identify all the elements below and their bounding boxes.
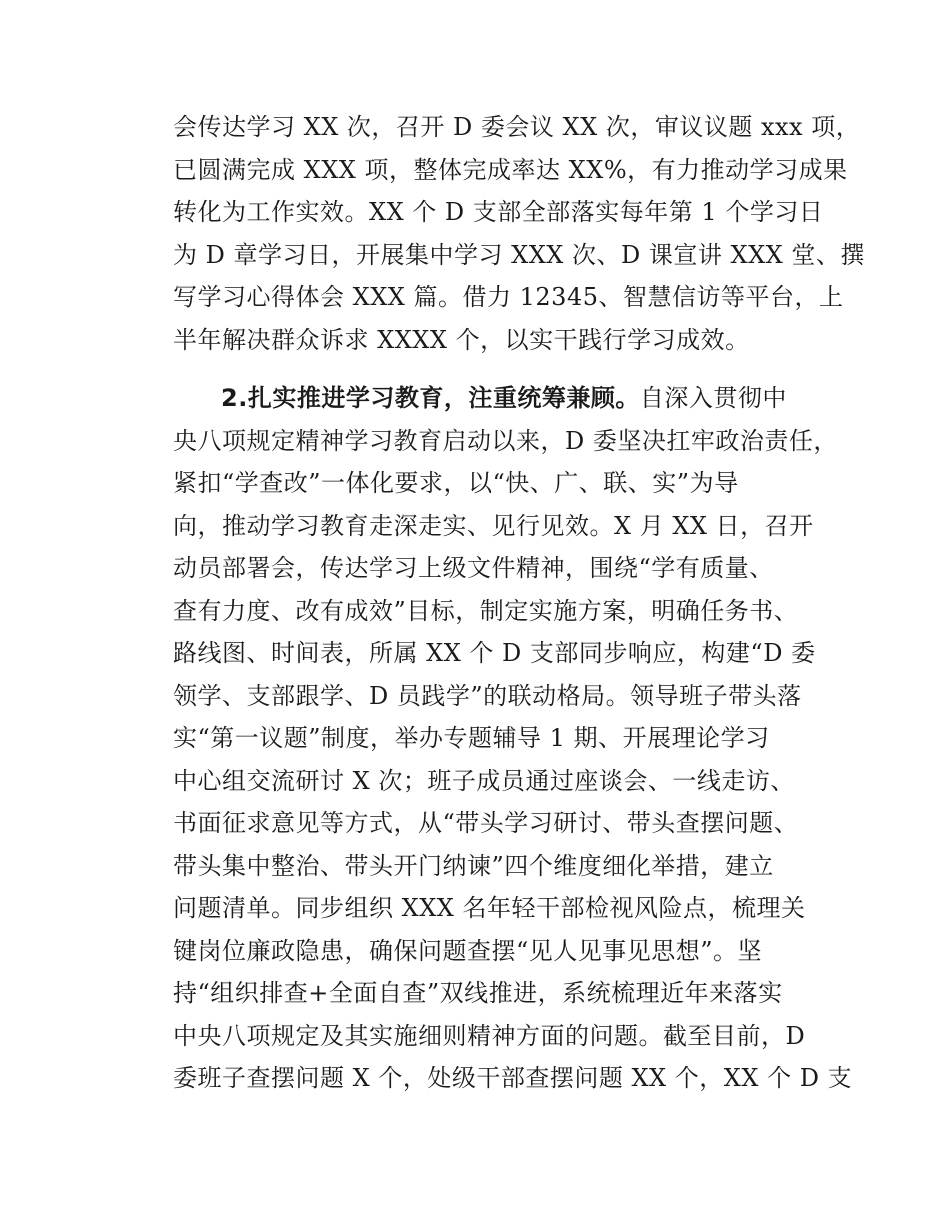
paragraph-line: 向，推动学习教育走深走实、见行见效。X 月 XX 日，召开 — [173, 511, 814, 540]
paragraph-line: 转化为工作实效。XX 个 D 支部全部落实每年第 1 个学习日 — [173, 198, 824, 226]
paragraph-line: 键岗位廉政隐患，确保问题查摆“见人见事见思想”。坚 — [173, 936, 763, 965]
paragraph-first-line — [173, 377, 813, 420]
paragraph-1 — [173, 106, 865, 361]
paragraph-line: 半年解决群众诉求 XXXX 个，以实干践行学习成效。 — [173, 325, 750, 354]
paragraph-line: 带头集中整治、带头开门纳谏”四个维度细化举措，建立 — [173, 851, 774, 880]
paragraph-line: 问题清单。同步组织 XXX 名年轻干部检视风险点，梳理关 — [173, 894, 806, 922]
paragraph-line: 动员部署会，传达学习上级文件精神，围绕“学有质量、 — [173, 554, 774, 582]
paragraph-line: 紧扣“学查改”一体化要求，以“快、广、联、实”为导 — [173, 469, 739, 497]
paragraph-line: 中心组交流研讨 X 次；班子成员通过座谈会、一线走访、 — [173, 766, 795, 795]
paragraph-line: 已圆满完成 XXX 项，整体完成率达 XX%，有力推动学习成果 — [173, 155, 848, 184]
paragraph-line: 为 D 章学习日，开展集中学习 XXX 次、D 课宣讲 XXX 堂、撰 — [173, 240, 865, 269]
section-heading: 2.扎实推进学习教育，注重统筹兼顾。 — [221, 384, 640, 412]
paragraph-line: 央八项规定精神学习教育启动以来，D 委坚决扛牢政治责任， — [173, 426, 838, 455]
paragraph-line: 会传达学习 XX 次，召开 D 委会议 XX 次，审议议题 xxx 项， — [173, 113, 861, 141]
first-line-text: 自深入贯彻中 — [639, 384, 787, 412]
paragraph-line: 实“第一议题”制度，举办专题辅导 1 期、开展理论学习 — [173, 724, 770, 752]
paragraph-line: 委班子查摆问题 X 个，处级干部查摆问题 XX 个，XX 个 D 支 — [173, 1064, 853, 1092]
paragraph-2 — [173, 377, 853, 1100]
paragraph-line: 中央八项规定及其实施细则精神方面的问题。截至目前，D — [173, 1021, 806, 1050]
paragraph-line: 持“组织排查+全面自查”双线推进，系统梳理近年来落实 — [173, 979, 783, 1007]
paragraph-line: 书面征求意见等方式，从“带头学习研讨、带头查摆问题、 — [173, 809, 799, 837]
paragraph-line: 写学习心得体会 XXX 篇。借力 12345、智慧信访等平台，上 — [173, 283, 844, 311]
paragraph-line: 查有力度、改有成效”目标，制定实施方案，明确任务书、 — [173, 596, 799, 625]
paragraph-line: 路线图、时间表，所属 XX 个 D 支部同步响应，构建“D 委 — [173, 639, 816, 667]
paragraph-line: 领学、支部跟学、D 员践学”的联动格局。领导班子带头落 — [173, 681, 802, 710]
